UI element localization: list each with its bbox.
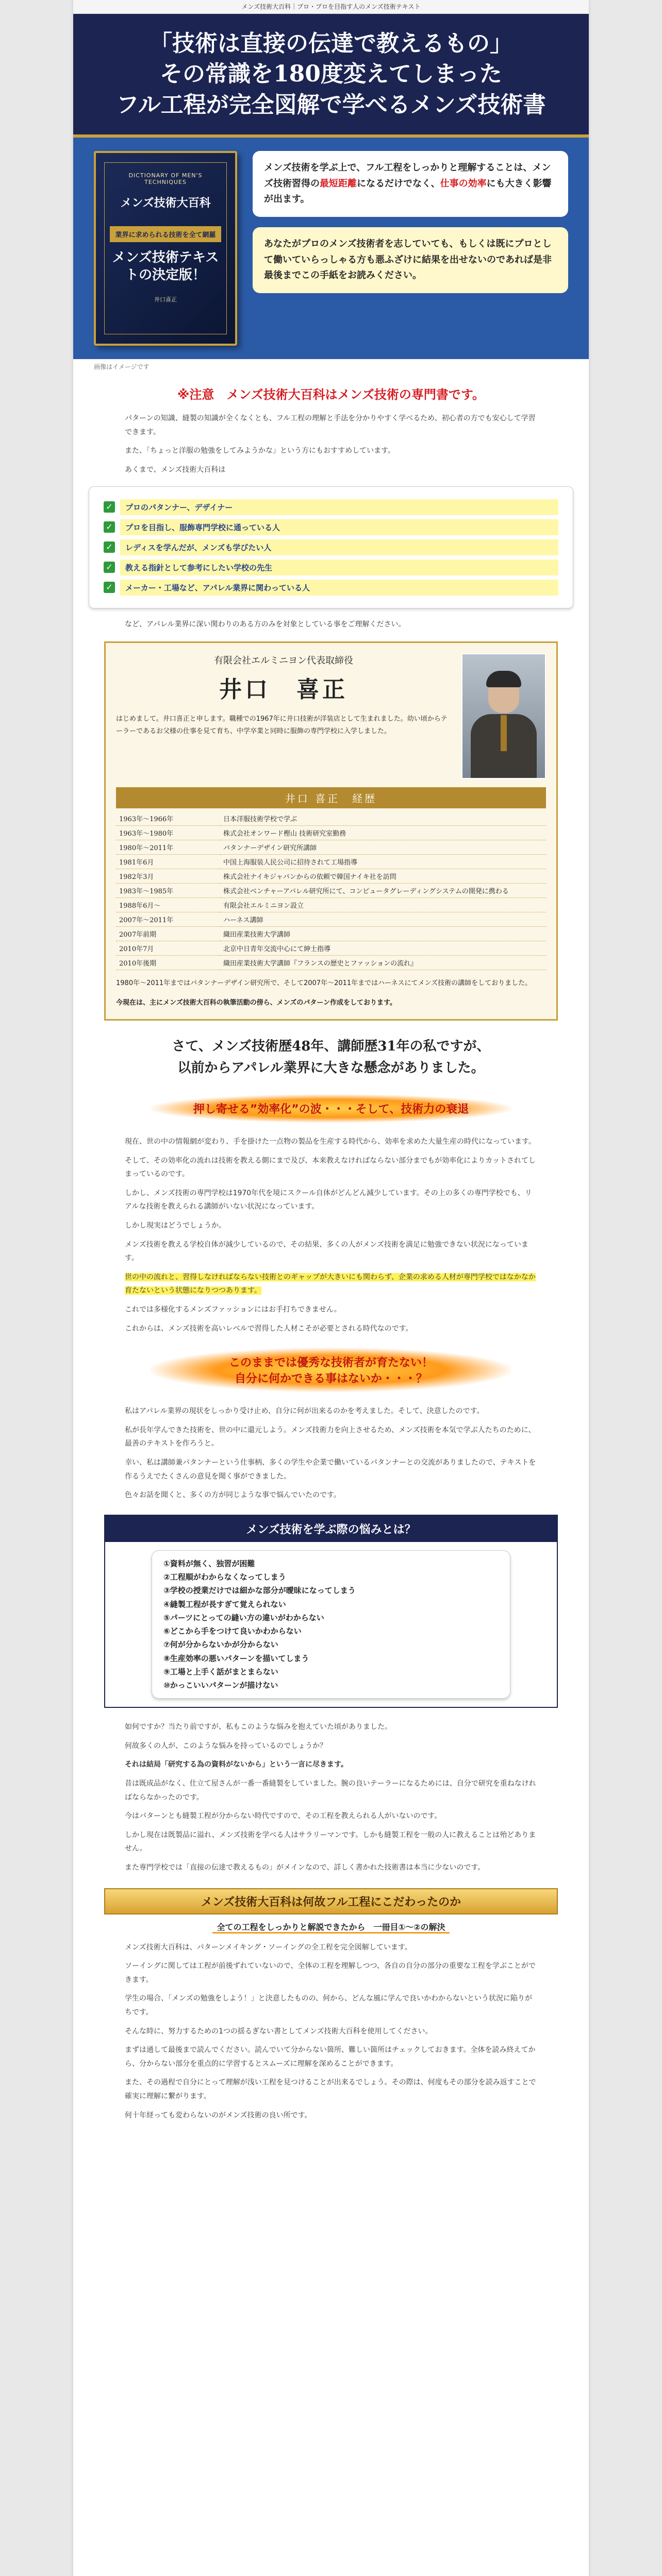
- check-icon: ✓: [104, 562, 115, 573]
- history-event: 株式会社オンワード樫山 技術研究室勤務: [220, 826, 546, 840]
- body-paragraph: 如何ですか？当たり前ですが、私もこのような悩みを抱えていた頃がありました。: [125, 1723, 392, 1732]
- hero-line-2: その常識を180度変えてしまった: [160, 61, 502, 88]
- worries-heading: メンズ技術を学ぶ際の悩みとは？: [105, 1516, 557, 1542]
- worry-item: ⑥どこから手をつけて良いかわからない: [163, 1626, 302, 1636]
- body-paragraph: また専門学校では「直接の伝達で教えるもの」がメインなので、詳しく書かれた技術書は本当に少ないのです。: [125, 1863, 485, 1872]
- worry-item: ⑧生産効率の悪いパターンを描いてしまう: [163, 1653, 309, 1663]
- history-row: [116, 912, 546, 927]
- check-icon: ✓: [104, 521, 115, 533]
- body-paragraph: ソーイングに関しては工程が前後ずれていないので、全体の工程を理解しつつ、各自の自分の部分の重要な工程を学ぶことができます。: [125, 1962, 536, 1984]
- book-author: 井口喜正: [154, 296, 177, 303]
- profile-foot-2: 今現在は、主にメンズ技術大百科の執筆活動の傍ら、メンズのパターン作成をしております。: [116, 998, 396, 1007]
- book-band: 業界に求められる技術を全て網羅: [110, 226, 221, 242]
- history-year: 1982年3月: [116, 869, 220, 884]
- hero-line-1: 「技術は直接の伝達で教えるもの」: [150, 30, 512, 57]
- history-row: [116, 869, 546, 884]
- body-paragraph: 色々お話を聞くと、多くの方が同じような事で悩んでいたのです。: [125, 1491, 341, 1500]
- intro-text-3: あくまで、メンズ技術大百科は: [125, 465, 226, 474]
- book-cover: [94, 151, 237, 346]
- history-year: 2007年〜2011年: [116, 912, 220, 927]
- worry-item: ⑨工場と上手く話がまとまらない: [163, 1667, 278, 1676]
- sub-heading: 全ての工程をしっかりと解説できたから 一冊目①〜②の解決: [73, 1921, 589, 1933]
- history-row: [116, 855, 546, 869]
- hero-banner: [73, 14, 589, 138]
- history-event: 織田産業技術大学講師『フランスの歴史とファッションの流れ』: [220, 956, 546, 970]
- worries-box: [104, 1515, 558, 1708]
- history-event: 織田産業技術大学講師: [220, 927, 546, 941]
- body-paragraph: まずは通して最後まで読んでください。読んでいて分からない箇所、難しい箇所はチェックしておきます。全体を読み終えてから、分からない部分を重点的に学習するとスムーズに理解を深めることができます。: [125, 2046, 536, 2068]
- history-row: [116, 927, 546, 941]
- check-item: ✓ プロを目指し、服飾専門学校に通っている人: [104, 519, 558, 535]
- check-item: ✓ メーカー・工場など、アパレル業界に関わっている人: [104, 580, 558, 596]
- section-heading: さて、メンズ技術歴48年、講師歴31年の私ですが、 以前からアパレル業界に大きな懸念がありました。: [172, 1038, 490, 1076]
- history-row: [116, 826, 546, 840]
- book-title: メンズ技術大百科: [120, 196, 211, 210]
- image-caption: 画像はイメージです: [94, 363, 150, 371]
- history-year: 1981年6月: [116, 855, 220, 869]
- history-year: 1963年〜1966年: [116, 811, 220, 826]
- check-icon: ✓: [104, 541, 115, 553]
- check-icon: ✓: [104, 501, 115, 513]
- body-paragraph: しかし、メンズ技術の専門学校は1970年代を境にスクール自体がどんどん減少しています。その上の多くの専門学校でも、リアルな技術を教えられる講師がいない状況になっています。: [125, 1189, 532, 1211]
- history-event: パタンナーデザイン研究所講師: [220, 840, 546, 855]
- body-paragraph: そして、その効率化の流れは技術を教える側にまで及び、本来教えなければならない部分までもが効率化によりカットされてしまっているのです。: [125, 1156, 536, 1179]
- sales-bubble-2: あなたがプロのメンズ技術者を志していても、もしくは既にプロとして働いていらっしゃる方も悪ふざけに結果を出せないのであれば是非最後までこの手紙をお読みください。: [253, 227, 568, 293]
- sales-section: [73, 138, 589, 359]
- history-row: [116, 941, 546, 956]
- body-paragraph: 私が長年学んできた技術を、世の中に還元しよう。メンズ技術力を向上させるため、メンズ技術を本気で学ぶ人たちのために、最善のテキストを作ろうと。: [125, 1426, 536, 1448]
- history-event: 株式会社ナイキジャパンからの依頼で韓国ナイキ社を訪問: [220, 869, 546, 884]
- body-paragraph: それは結局「研究する為の資料がないから」という一言に尽きます。: [125, 1760, 348, 1769]
- glow-heading-1: 押し寄せる”効率化”の波・・・そして、技術力の衰退: [151, 1094, 511, 1123]
- history-event: 日本洋服技術学校で学ぶ: [220, 811, 546, 826]
- profile-company: 有限会社エルミニヨン代表取締役: [214, 655, 353, 667]
- body-paragraph: しかし現実はどうでしょうか。: [125, 1222, 226, 1230]
- history-year: 1963年〜1980年: [116, 826, 220, 840]
- body-paragraph: メンズ技術を教える学校自体が減少しているので、その結果、多くの人がメンズ技術を満足に勉強できない状況になっています。: [125, 1240, 528, 1263]
- history-year: 1980年〜2011年: [116, 840, 220, 855]
- history-year: 1988年6月〜: [116, 898, 220, 912]
- check-item: ✓ プロのパタンナー、デザイナー: [104, 499, 558, 515]
- after-checks-text: など、アパレル業界に深い関わりのある方のみを対象としている事をご理解ください。: [125, 620, 406, 629]
- sales-bubble-1: メンズ技術を学ぶ上で、フル工程をしっかりと理解することは、メンズ技術習得の最短距離になるだけでなく、仕事の効率にも大きく影響が出ます。: [253, 151, 568, 217]
- gold-heading: メンズ技術大百科は何故フル工程にこだわったのか: [104, 1888, 558, 1914]
- history-year: 2010年後期: [116, 956, 220, 970]
- worry-item: ③学校の授業だけでは細かな部分が曖昧になってしまう: [163, 1586, 356, 1596]
- hero-line-3: フル工程が完全図解で学べるメンズ技術書: [116, 91, 546, 118]
- body-section-1: [73, 1135, 589, 1335]
- check-item: ✓ 教える指針として参考にしたい学校の先生: [104, 560, 558, 575]
- body-paragraph: 幸い、私は講師兼パタンナーという仕事柄、多くの学生や企業で働いているパタンナーとの交流がありましたので、テキストを作るうえでたくさんの意見を聞く事ができました。: [125, 1459, 536, 1481]
- worry-item: ④縫製工程が長すぎて覚えられない: [163, 1599, 286, 1609]
- body-paragraph: これでは多様化するメンズファッションにはお手打ちできません。: [125, 1306, 341, 1314]
- history-year: 2007年前期: [116, 927, 220, 941]
- history-row: [116, 884, 546, 898]
- history-event: ハーネス講師: [220, 912, 546, 927]
- body-section-4: [73, 1941, 589, 2123]
- top-bar: メンズ技術大百科｜プロ・プロを目指す人のメンズ技術テキスト: [73, 0, 589, 14]
- body-paragraph: また、その過程で自分にとって理解が浅い工程を見つけることが出来るでしょう。その際は、何度もその部分を読み返すことで確実に理解に繋がります。: [125, 2078, 536, 2100]
- body-paragraph: そんな時に、努力するための1つの揺るぎない書としてメンズ技術大百科を使用してください。: [125, 2027, 433, 2036]
- worry-item: ⑤パーツにとっての縫い方の違いがわからない: [163, 1613, 324, 1622]
- body-paragraph: 私はアパレル業界の現状をしっかり受け止め、自分に何が出来るのかを考えました。そして、決意したのです。: [125, 1407, 484, 1416]
- history-event: 中国上海服装人民公司に招待されて工場指導: [220, 855, 546, 869]
- author-profile: [104, 641, 558, 1021]
- profile-name: 井口 喜正: [219, 676, 348, 703]
- glow-heading-2: このままでは優秀な技術者が育たない！ 自分に何かできる事はないか・・・？: [151, 1348, 511, 1392]
- history-row: [116, 840, 546, 855]
- body-paragraph: 今はパターンとも縫製工程が分からない時代ですので、その工程を教えられる人がいないのです。: [125, 1812, 442, 1821]
- profile-intro: はじめまして。井口喜正と申します。職種での1967年に井口技術が洋装店として生まれました。幼い頃からテーラーであるお父様の仕事を見て育ち、中学卒業と同時に服飾の専門学校に入学しました。: [116, 715, 448, 735]
- check-item: ✓ レディスを学んだが、メンズも学びたい人: [104, 539, 558, 555]
- page: [73, 0, 589, 2576]
- book-top-text: DICTIONARY OF MEN'S TECHNIQUES: [128, 172, 203, 186]
- history-year: 2010年7月: [116, 941, 220, 956]
- author-photo: [461, 653, 546, 779]
- body-section-3: [73, 1720, 589, 1874]
- history-table: [116, 811, 546, 970]
- body-paragraph: メンズ技術大百科は、パターンメイキング・ソーイングの全工程を完全図解しています。: [125, 1943, 412, 1952]
- book-subtitle: メンズ技術テキストの決定版！: [112, 249, 219, 283]
- target-checklist: [89, 486, 573, 608]
- history-event: 北京中日青年交流中心にて紳士指導: [220, 941, 546, 956]
- intro-section: [73, 412, 589, 477]
- intro-text-1: パターンの知識、縫製の知識が全くなくとも、フル工程の理解と手法を分かりやすく学べるため、初心者の方でも安心して学習できます。: [125, 414, 536, 436]
- body-section-2: [73, 1404, 589, 1502]
- history-event: 有限会社エルミニヨン設立: [220, 898, 546, 912]
- intro-text-2: また、「ちょっと洋服の勉強をしてみようかな」という方にもおすすめしています。: [125, 447, 395, 455]
- worries-list: [152, 1550, 510, 1699]
- profile-foot-1: 1980年〜2011年まではパタンナーデザイン研究所で、そして2007年〜2011年まではハーネスにてメンズ技術の講師をしておりました。: [116, 979, 532, 988]
- body-paragraph: 現在、世の中の情報網が変わり、手を掛けた一点物の製品を生産する時代から、効率を求めた大量生産の時代になっています。: [125, 1138, 536, 1146]
- worry-item: ②工程順がわからなくなってしまう: [163, 1572, 286, 1582]
- check-icon: ✓: [104, 582, 115, 593]
- worry-item: ①資料が無く、独習が困難: [163, 1558, 255, 1568]
- history-row: [116, 898, 546, 912]
- body-paragraph: しかし現在は既製品に溢れ、メンズ技術を学べる人はサラリーマンです。しかも縫製工程を一般の人に教えることは殆どありません。: [125, 1831, 536, 1853]
- body-paragraph: 何十年経っても変わらないのがメンズ技術の良い所です。: [125, 2111, 312, 2120]
- body-paragraph: 学生の場合、「メンズの勉強をしよう！」と決意したものの、何から、どんな風に学んで良いかわからないという状況に陥りがちです。: [125, 1994, 533, 2017]
- history-event: 株式会社ベンチャーアパレル研究所にて、コンピュータグレーディングシステムの開発に携わる: [220, 884, 546, 898]
- body-paragraph: これからは、メンズ技術を高いレベルで習得した人材こそが必要とされる時代なのです。: [125, 1324, 413, 1333]
- body-paragraph: 世の中の流れと、習得しなければならない技術とのギャップが大きいにも関わらず、企業の求める人材が専門学校ではなかなか育たないという状態になりつつあります。: [125, 1273, 536, 1295]
- body-paragraph: 何故多くの人が、このような悩みを持っているのでしょうか？: [125, 1741, 327, 1750]
- history-heading: 井口 喜正 経歴: [116, 787, 546, 808]
- worry-item: ⑩かっこいいパターンが描けない: [163, 1681, 278, 1690]
- notice-heading: ※注意 メンズ技術大百科はメンズ技術の専門書です。: [177, 387, 485, 402]
- history-row: [116, 811, 546, 826]
- body-paragraph: 昔は既成品がなく、仕立て屋さんが一番一番縫製をしていました。腕の良いテーラーになるためには、自分で研究を重ねなければならなかったのです。: [125, 1780, 536, 1802]
- history-row: [116, 956, 546, 970]
- history-year: 1983年〜1985年: [116, 884, 220, 898]
- worry-item: ⑦何が分からないかが分からない: [163, 1640, 278, 1650]
